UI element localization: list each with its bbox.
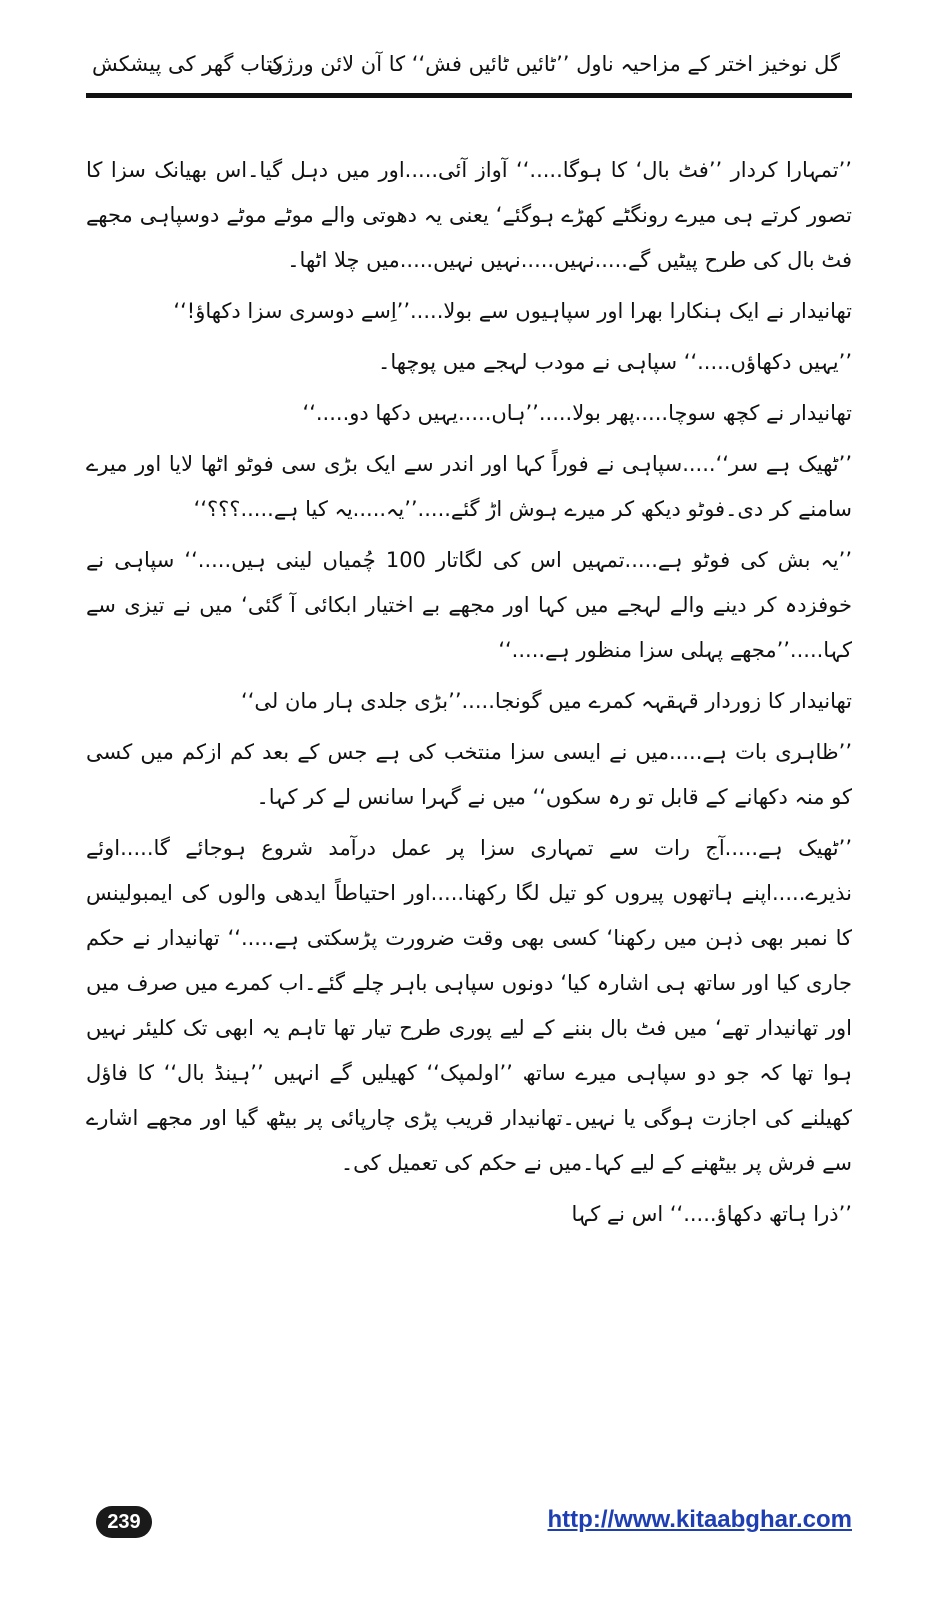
paragraph: ’’ٹھیک ہے.....آج رات سے تمہاری سزا پر عمل درآمد شروع ہوجائے گا.....اوئے نذیرے.....اپنے ہاتھوں پیروں کو تیل لگا رکھنا.....اور احتیاطاً ایدھی والوں کی ایمبولینس کا نمبر بھی ذہن میں رکھنا‘ کسی بھی وقت ضرورت پڑسکتی ہے.....‘‘ تھانیدار نے حکم جاری کیا اور ساتھ ہی اشارہ کیا‘ دونوں سپاہی باہر چلے گئے۔اب کمرے میں صرف میں اور تھانیدار تھے‘ میں فٹ بال بننے کے لیے پوری طرح تیار تھا تاہم یہ ابھی تک کلیئر نہیں ہوا تھا کہ جو دو سپاہی میرے ساتھ ’’اولمپک‘‘ کھیلیں گے انہیں ’’ہینڈ بال‘‘ کا فاؤل کھیلنے کی اجازت ہوگی یا نہیں۔تھانیدار قریب پڑی چارپائی پر بیٹھ گیا اور مجھے اشارے سے فرش پر بیٹھنے کے لیے کہا۔میں نے حکم کی تعمیل کی۔: [86, 836, 852, 1175]
paragraph: تھانیدار کا زوردار قہقہہ کمرے میں گونجا.....’’بڑی جلدی ہار مان لی‘‘: [241, 689, 852, 713]
website-link[interactable]: http://www.kitaabghar.com: [547, 1506, 852, 1533]
paragraph: ’’یہیں دکھاؤں.....‘‘ سپاہی نے مودب لہجے میں پوچھا۔: [378, 350, 852, 374]
page-number-badge: 239: [96, 1506, 152, 1538]
page-header: [86, 38, 852, 98]
paragraph: تھانیدار نے ایک ہنکارا بھرا اور سپاہیوں سے بولا.....’’اِسے دوسری سزا دکھاؤ!‘‘: [173, 299, 852, 323]
header-subtitle: کتاب گھر کی پیشکش: [92, 52, 283, 76]
page-footer: [86, 1498, 852, 1548]
paragraph: ’’ظاہری بات ہے.....میں نے ایسی سزا منتخب کی ہے جس کے بعد کم ازکم میں کسی کو منہ دکھانے کے قابل تو رہ سکوں‘‘ میں نے گہرا سانس لے کر کہا۔: [86, 740, 852, 809]
paragraph: ’’ٹھیک ہے سر‘‘.....سپاہی نے فوراً کہا اور اندر سے ایک بڑی سی فوٹو اٹھا لایا اور میرے سامنے کر دی۔فوٹو دیکھ کر میرے ہوش اڑ گئے.....’’یہ.....یہ کیا ہے.....؟؟؟‘‘: [86, 452, 852, 521]
header-title: گل نوخیز اختر کے مزاحیہ ناول ’’ٹائیں ٹائیں فش‘‘ کا آن لائن ورژن: [267, 52, 840, 76]
paragraph: ’’تمہارا کردار ’’فٹ بال‘ کا ہوگا.....‘‘ آواز آئی.....اور میں دہل گیا۔اس بھیانک سزا کا تصور کرتے ہی میرے رونگٹے کھڑے ہوگئے‘ یعنی یہ دھوتی والے موٹے موٹے دوسپاہی مجھے فٹ بال کی طرح پیٹیں گے.....نہیں.....نہیں نہیں.....میں چلا اٹھا۔: [86, 158, 852, 272]
page-content: [86, 148, 852, 1403]
paragraph: ’’یہ بش کی فوٹو ہے.....تمہیں اس کی لگاتار 100 چُمیاں لینی ہیں.....‘‘ سپاہی نے خوفزدہ کر دینے والے لہجے میں کہا اور مجھے بے اختیار ابکائی آ گئی‘ میں نے تیزی سے کہا.....’’مجھے پہلی سزا منظور ہے.....‘‘: [86, 548, 852, 662]
paragraph: ’’ذرا ہاتھ دکھاؤ.....‘‘ اس نے کہا: [571, 1202, 852, 1226]
paragraph: تھانیدار نے کچھ سوچا.....پھر بولا.....’’ہاں.....یہیں دکھا دو.....‘‘: [302, 401, 852, 425]
